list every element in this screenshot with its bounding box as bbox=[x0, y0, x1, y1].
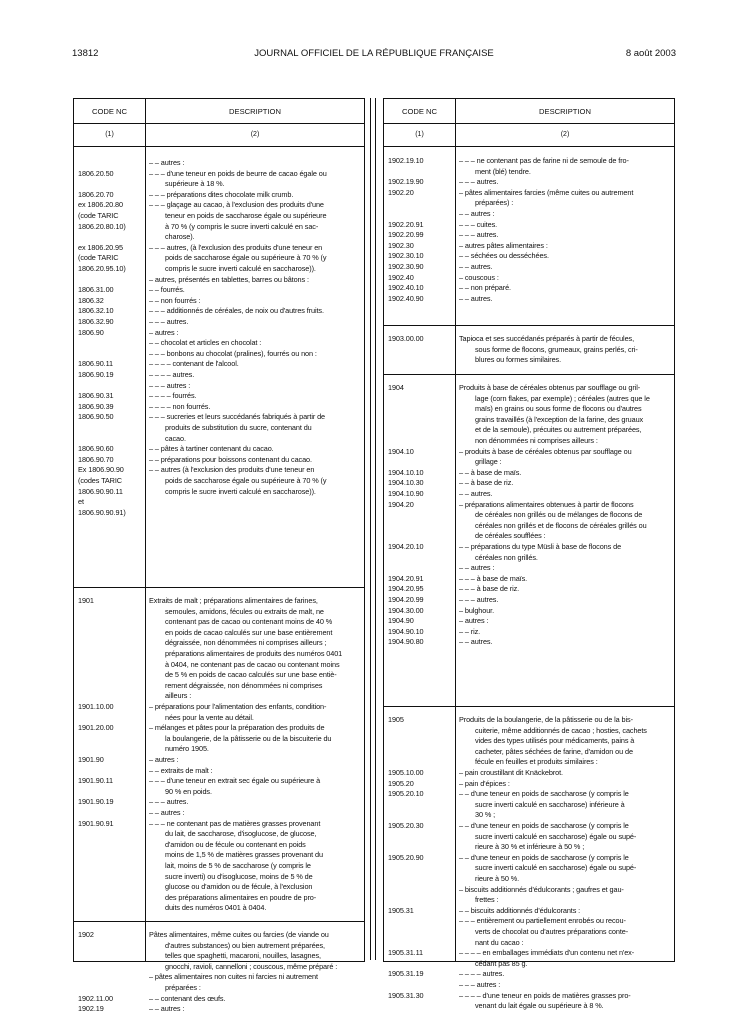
tariff-code: 1902.20 bbox=[388, 187, 414, 197]
tariff-description: – – fourrés. bbox=[149, 285, 185, 295]
tariff-description: – – non préparé. bbox=[459, 283, 511, 293]
tariff-description: rieure à 50 %. bbox=[475, 874, 520, 883]
tariff-description: – – – – fourrés. bbox=[149, 391, 197, 401]
tariff-description: telles que spaghetti, macaroni, nouilles, lasagnes, bbox=[165, 951, 321, 961]
tariff-description: nées pour la vente au détail. bbox=[165, 712, 254, 722]
tariff-description: – – – à base de maïs. bbox=[459, 573, 528, 583]
tariff-description: poids de saccharose égale ou supérieure à 70 % (y bbox=[165, 476, 327, 485]
tariff-description: – – d'une teneur en poids de saccharose (y compris le bbox=[459, 789, 629, 799]
tariff-code: 1902.20.91 bbox=[388, 219, 424, 229]
tariff-code: 1902.19.90 bbox=[388, 177, 424, 187]
tariff-description: préparations alimentaires de produits des numéros 0401 bbox=[165, 649, 343, 658]
tariff-description: – préparations pour l'alimentation des enfants, condition- bbox=[149, 702, 327, 711]
tariff-code: 1904 bbox=[388, 383, 404, 392]
header-description: DESCRIPTION bbox=[539, 107, 591, 116]
tariff-code: 1901.90.19 bbox=[78, 797, 114, 807]
tariff-description: – – – – d'une teneur en poids de matières grasses pro- bbox=[459, 990, 631, 1000]
page-header bbox=[0, 48, 748, 62]
tariff-description: – – – à base de riz. bbox=[459, 584, 520, 594]
tariff-description: – – autres : bbox=[149, 1004, 185, 1014]
tariff-description: contenant pas de cacao ou contenant moins de 40 % bbox=[165, 617, 333, 627]
tariff-code: 1904.30.00 bbox=[388, 605, 424, 615]
tariff-description: – pâtes alimentaires non cuites ni farcies ni autrement bbox=[149, 972, 318, 982]
tariff-description: compris le sucre inverti calculé en saccharose)). bbox=[165, 264, 316, 273]
tariff-description: cacheter, pâtes séchées de farine, d'amidon ou de bbox=[475, 746, 633, 756]
tariff-code: 1806.20.50 bbox=[78, 168, 114, 178]
tariff-code: ex 1806.20.80 bbox=[78, 200, 123, 210]
tariff-description: – – – autres : bbox=[149, 380, 191, 390]
tariff-description: blures ou formes similaires. bbox=[475, 355, 562, 365]
tariff-code: 1902.40 bbox=[388, 272, 414, 282]
tariff-description: – autres pâtes alimentaires : bbox=[459, 240, 548, 250]
tariff-description: – – – entièrement ou partiellement enrobés ou recou- bbox=[459, 916, 626, 926]
tariff-code: 1806.90.70 bbox=[78, 454, 114, 464]
tariff-description: – – non fourrés : bbox=[149, 295, 201, 305]
tariff-description: supérieure à 18 %. bbox=[165, 179, 225, 189]
tariff-code: 1901.10.00 bbox=[78, 702, 114, 711]
tariff-code: 1902.30 bbox=[388, 240, 414, 250]
tariff-description: céréales non grillés et de flocons de céréales grillés ou bbox=[475, 520, 647, 530]
tariff-description: – couscous : bbox=[459, 272, 499, 282]
header-description: DESCRIPTION bbox=[229, 107, 281, 116]
tariff-code: 1806.32.10 bbox=[78, 306, 114, 316]
tariff-code: et bbox=[78, 497, 84, 507]
tariff-description: cédant pas 85 g. bbox=[475, 958, 528, 968]
tariff-code: 1902.40.90 bbox=[388, 293, 424, 303]
tariff-code: 1904.90.10 bbox=[388, 626, 424, 636]
tariff-description: – – – autres. bbox=[459, 230, 499, 240]
tariff-code: 1806.20.80.10) bbox=[78, 221, 126, 231]
tariff-code: 1902.30.10 bbox=[388, 251, 424, 261]
table-header-row bbox=[384, 99, 674, 124]
group-separator bbox=[74, 921, 364, 922]
tariff-description: – autres : bbox=[459, 616, 489, 626]
tariff-description: – – – – autres. bbox=[459, 969, 505, 979]
tariff-description: – – – – contenant de l'alcool. bbox=[149, 359, 239, 369]
tariff-description: – – autres. bbox=[459, 489, 493, 498]
tariff-code: 1905.20.90 bbox=[388, 852, 424, 862]
tariff-description: – – – – non fourrés. bbox=[149, 401, 211, 411]
tariff-description: Tapioca et ses succédanés préparés à partir de fécules, bbox=[459, 334, 634, 343]
tariff-description: sucre inverti) ou d'isoglucose, moins de 5 % de bbox=[165, 871, 313, 881]
tariff-description: – – autres. bbox=[459, 262, 493, 271]
tariff-code: 1902.20.99 bbox=[388, 230, 424, 240]
publication-date: 8 août 2003 bbox=[625, 48, 676, 59]
tariff-description: – pâtes alimentaires farcies (même cuites ou autrement bbox=[459, 187, 634, 197]
header-description-number: (2) bbox=[250, 131, 260, 138]
tariff-code: 1905.20.10 bbox=[388, 789, 424, 799]
tariff-description: – – préparations pour boissons contenant du cacao. bbox=[149, 454, 312, 464]
tariff-description: non dénommées ni comprises ailleurs : bbox=[475, 436, 598, 445]
tariff-code: 1806.90 bbox=[78, 327, 104, 337]
tariff-description: frettes : bbox=[475, 895, 499, 905]
tariff-description: – – – sucreries et leurs succédanés fabriqués à partir de bbox=[149, 412, 326, 422]
tariff-description: lage (corn flakes, par exemple) ; céréales (autres que le bbox=[475, 393, 650, 403]
tariff-description: – – – autres. bbox=[149, 317, 189, 326]
tariff-code: (code TARIC bbox=[78, 253, 119, 263]
tariff-code: 1806.90.60 bbox=[78, 444, 114, 454]
table-subheader-row bbox=[384, 124, 674, 147]
tariff-description: compris le sucre inverti calculé en saccharose)). bbox=[165, 486, 316, 496]
tariff-code: 1904.10.10 bbox=[388, 467, 424, 477]
tariff-description: – mélanges et pâtes pour la préparation des produits de bbox=[149, 723, 325, 733]
tariff-description: numéro 1905. bbox=[165, 744, 209, 754]
tariff-description: moins de 1,5 % de matières grasses provenant du bbox=[165, 850, 323, 860]
tariff-code: 1905.20.30 bbox=[388, 821, 424, 830]
tariff-code: 1806.32 bbox=[78, 295, 104, 305]
tariff-description: – – à base de maïs. bbox=[459, 467, 522, 477]
tariff-description: verts de chocolat ou d'autres préparations conte- bbox=[475, 927, 629, 936]
tariff-code: 1904.90.80 bbox=[388, 637, 424, 647]
tariff-description: 90 % en poids. bbox=[165, 786, 212, 796]
tariff-code: 1806.31.00 bbox=[78, 285, 114, 295]
tariff-description: sucre inverti calculé en saccharose) égale ou supé- bbox=[475, 831, 637, 841]
tariff-code: 1902.19 bbox=[78, 1004, 104, 1014]
tariff-description: duits des numéros 0401 à 0404. bbox=[165, 903, 267, 913]
tariff-description: lait, moins de 5 % de saccharose (y compris le bbox=[165, 861, 311, 870]
tariff-code: 1806.32.90 bbox=[78, 317, 114, 326]
tariff-description: poids de saccharose égale ou supérieure à 70 % (y bbox=[165, 253, 327, 263]
tariff-description: cacao. bbox=[165, 433, 186, 443]
group-separator bbox=[74, 587, 364, 588]
tariff-description: – – – ne contenant pas de matières grasses provenant bbox=[149, 818, 321, 828]
tariff-description: – – autres : bbox=[459, 563, 495, 573]
tariff-code: 1806.90.31 bbox=[78, 391, 114, 401]
tariff-description: – – – autres. bbox=[459, 177, 499, 187]
header-description-number: (2) bbox=[560, 131, 570, 138]
tariff-description: – – biscuits additionnés d'édulcorants : bbox=[459, 905, 581, 915]
tariff-description: – – – d'une teneur en poids de beurre de cacao égale ou bbox=[149, 168, 327, 178]
tariff-description: semoules, amidons, fécules ou extraits de malt, ne bbox=[165, 606, 324, 616]
tariff-description: – – contenant des œufs. bbox=[149, 993, 226, 1003]
tariff-description: de céréales soufflées : bbox=[475, 531, 546, 541]
tariff-description: vides des types utilisés pour médicaments, pains à bbox=[475, 736, 635, 746]
tariff-code: 1901.90.11 bbox=[78, 776, 113, 786]
tariff-code: 1806.90.90.11 bbox=[78, 486, 123, 496]
tariff-description: – – – additionnés de céréales, de noix ou d'autres fruits. bbox=[149, 306, 324, 316]
tariff-description: – autres : bbox=[149, 755, 179, 764]
tariff-description: à 70 % (y compris le sucre inverti calculé en sac- bbox=[165, 221, 319, 231]
tariff-description: – – d'une teneur en poids de saccharose (y compris le bbox=[459, 852, 629, 862]
tariff-description: en poids de cacao calculés sur une base entièrement bbox=[165, 627, 333, 637]
header-code: CODE NC bbox=[91, 107, 128, 116]
tariff-description: ment (blé) tendre. bbox=[475, 166, 531, 176]
tariff-description: préparées : bbox=[165, 983, 201, 992]
tariff-description: – – – bonbons au chocolat (pralines), fourrés ou non : bbox=[149, 348, 317, 358]
tariff-description: – – autres. bbox=[459, 293, 493, 303]
tariff-description: préparées) : bbox=[475, 198, 514, 208]
tariff-description: sucre inverti calculé en saccharose) inférieure à bbox=[475, 799, 625, 809]
tariff-code: Ex 1806.90.90 bbox=[78, 465, 124, 475]
tariff-description: – – – autres : bbox=[459, 980, 501, 989]
table-body bbox=[384, 147, 674, 1011]
tariff-description: – pain d'épices : bbox=[459, 778, 510, 788]
tariff-description: charose). bbox=[165, 232, 195, 242]
tariff-code: 1904.90 bbox=[388, 616, 414, 626]
tariff-code: 1904.20.99 bbox=[388, 595, 424, 604]
tariff-description: – pain croustillant dit Knäckebrot. bbox=[459, 768, 563, 777]
tariff-code: 1903.00.00 bbox=[388, 334, 424, 343]
journal-title: JOURNAL OFFICIEL DE LA RÉPUBLIQUE FRANÇAISE bbox=[254, 48, 494, 59]
tariff-code: 1905 bbox=[388, 715, 404, 724]
tariff-description: maïs) en grains ou sous forme de flocons ou d'autres bbox=[475, 404, 642, 414]
tariff-code: (code TARIC bbox=[78, 211, 119, 220]
tariff-code: 1901 bbox=[78, 596, 94, 605]
tariff-code: 1904.20.91 bbox=[388, 573, 424, 583]
tariff-code: 1904.10 bbox=[388, 446, 414, 456]
tariff-description: – biscuits additionnés d'édulcorants ; gaufres et gau- bbox=[459, 884, 624, 894]
tariff-description: des préparations alimentaires en poudre de pro- bbox=[165, 892, 317, 902]
tariff-description: 30 % ; bbox=[475, 810, 496, 820]
tariff-code: 1806.90.50 bbox=[78, 412, 114, 422]
tariff-description: ailleurs : bbox=[165, 691, 192, 701]
tariff-description: Extraits de malt ; préparations alimentaires de farines, bbox=[149, 596, 318, 605]
header-code-number: (1) bbox=[415, 131, 424, 138]
tariff-description: – – pâtes à tartiner contenant du cacao. bbox=[149, 444, 274, 454]
table-body bbox=[74, 147, 364, 1014]
tariff-description: rieure à 30 % et inférieure à 50 % ; bbox=[475, 842, 585, 852]
tariff-description: – – à base de riz. bbox=[459, 478, 514, 488]
tariff-description: produits de substitution du sucre, contenant du bbox=[165, 423, 312, 432]
group-separator bbox=[384, 325, 674, 326]
tariff-description: – – autres (à l'exclusion des produits d'une teneur en bbox=[149, 465, 315, 475]
tariff-description: rement dégraissée, non dénommées ni comprises bbox=[165, 680, 323, 690]
tariff-description: la boulangerie, de la pâtisserie ou de la biscuiterie du bbox=[165, 733, 332, 743]
tariff-code: 1902.40.10 bbox=[388, 283, 424, 293]
tariff-code: 1806.20.95.10) bbox=[78, 264, 126, 273]
tariff-description: Pâtes alimentaires, même cuites ou farcies (de viande ou bbox=[149, 930, 329, 939]
group-separator bbox=[384, 374, 674, 375]
tariff-code: 1806.90.11 bbox=[78, 359, 113, 369]
tariff-description: de 5 % en poids de cacao calculés sur une base entiè- bbox=[165, 670, 337, 680]
tariff-description: – préparations alimentaires obtenues à partir de flocons bbox=[459, 499, 634, 509]
right-table bbox=[383, 98, 675, 1011]
tariff-code: 1806.20.70 bbox=[78, 189, 114, 199]
tariff-code: 1905.31 bbox=[388, 905, 414, 915]
tariff-description: – – autres : bbox=[459, 209, 495, 218]
tariff-description: teneur en poids de saccharose égale ou supérieure bbox=[165, 211, 327, 220]
header-code: CODE NC bbox=[401, 107, 438, 116]
tariff-description: et de la semoule), précuites ou autrement préparées, bbox=[475, 425, 642, 435]
tariff-description: – – – ne contenant pas de farine ni de semoule de fro- bbox=[459, 156, 629, 165]
tariff-description: de céréales non grillés ou de mélanges de flocons de bbox=[475, 510, 643, 520]
tariff-code: 1902.19.10 bbox=[388, 156, 424, 165]
tariff-description: – – autres : bbox=[149, 808, 185, 817]
tariff-description: – – – autres. bbox=[459, 595, 499, 604]
header-code-number: (1) bbox=[105, 131, 114, 138]
tariff-description: grains travaillés (à l'exception de la farine, des gruaux bbox=[475, 414, 644, 424]
tariff-code: 1905.20 bbox=[388, 778, 414, 788]
left-table bbox=[73, 98, 365, 1014]
tariff-code: 1905.31.30 bbox=[388, 990, 424, 1000]
tariff-description: – – – autres. bbox=[149, 797, 189, 807]
tariff-description: Produits de la boulangerie, de la pâtisserie ou de la bis- bbox=[459, 715, 633, 724]
tariff-description: – – – – autres. bbox=[149, 370, 195, 379]
tariff-description: – – préparations du type Müsli à base de flocons de bbox=[459, 542, 622, 551]
tariff-description: sous forme de flocons, grumeaux, grains perlés, cri- bbox=[475, 344, 638, 354]
tariff-code: (codes TARIC bbox=[78, 476, 122, 485]
tariff-description: – – riz. bbox=[459, 626, 481, 636]
tariff-description: – bulghour. bbox=[459, 605, 495, 615]
tariff-description: du lait, de saccharose, d'isoglucose, de glucose, bbox=[165, 829, 317, 839]
tariff-description: – – extraits de malt : bbox=[149, 765, 213, 775]
tariff-code: 1905.31.11 bbox=[388, 948, 423, 958]
tariff-description: glucose ou d'amidon ou de fécule, à l'exclusion bbox=[165, 882, 313, 892]
tariff-code: 1904.20.10 bbox=[388, 542, 424, 551]
tariff-description: – – chocolat et articles en chocolat : bbox=[149, 338, 262, 348]
tariff-code: 1904.20.95 bbox=[388, 584, 424, 594]
tariff-description: – – autres : bbox=[149, 158, 185, 167]
tariff-description: – – – – en emballages immédiats d'un contenu net n'ex- bbox=[459, 948, 635, 958]
tariff-code: 1806.90.39 bbox=[78, 401, 114, 411]
tariff-code: 1901.90.91 bbox=[78, 818, 114, 828]
table-header-row bbox=[74, 99, 364, 124]
tariff-description: – produits à base de céréales obtenus par soufflage ou bbox=[459, 446, 632, 456]
tariff-description: grillage : bbox=[475, 457, 502, 467]
tariff-code: 1902.30.90 bbox=[388, 262, 424, 271]
tariff-description: cuiterie, même additionnés de cacao ; hosties, cachets bbox=[475, 725, 647, 735]
tariff-description: Produits à base de céréales obtenus par soufflage ou gril- bbox=[459, 383, 641, 392]
tariff-description: – – d'une teneur en poids de saccharose (y compris le bbox=[459, 821, 629, 830]
tariff-description: venant du lait égale ou supérieure à 8 %. bbox=[475, 1001, 604, 1011]
tariff-description: – – – cuites. bbox=[459, 219, 498, 229]
tariff-code: 1905.31.19 bbox=[388, 969, 424, 979]
table-subheader-row bbox=[74, 124, 364, 147]
tariff-description: sucre inverti calculé en saccharose) égale ou supé- bbox=[475, 863, 637, 873]
tariff-description: d'autres substances) ou bien autrement préparées, bbox=[165, 940, 325, 950]
tariff-code: 1904.20 bbox=[388, 499, 414, 509]
tariff-description: céréales non grillés. bbox=[475, 552, 538, 562]
tariff-description: – autres : bbox=[149, 327, 179, 337]
tariff-description: fécule en feuilles et produits similaires : bbox=[475, 757, 598, 767]
tariff-description: – – séchées ou desséchées. bbox=[459, 251, 549, 261]
page-number: 13812 bbox=[72, 48, 99, 59]
column-gutter bbox=[370, 98, 376, 960]
tariff-code: 1904.10.90 bbox=[388, 489, 424, 498]
tariff-code: 1901.90 bbox=[78, 755, 104, 764]
tariff-code: 1901.20.00 bbox=[78, 723, 114, 733]
tariff-description: à 0404, ne contenant pas de cacao ou contenant moins bbox=[165, 659, 340, 669]
tariff-description: – – – autres, (à l'exclusion des produits d'une teneur en bbox=[149, 242, 323, 252]
tariff-description: – – – glaçage au cacao, à l'exclusion des produits d'une bbox=[149, 200, 324, 210]
tariff-description: – – autres. bbox=[459, 637, 493, 647]
tariff-description: nant du cacao : bbox=[475, 937, 524, 947]
tariff-description: gnocchi, ravioli, cannelloni ; couscous, même préparé : bbox=[165, 961, 338, 971]
tariff-description: d'amidon ou de fécule ou contenant en poids bbox=[165, 839, 306, 849]
tariff-code: 1904.10.30 bbox=[388, 478, 424, 488]
tariff-code: 1905.10.00 bbox=[388, 768, 424, 777]
tariff-code: ex 1806.20.95 bbox=[78, 242, 123, 252]
tariff-description: – – – d'une teneur en extrait sec égale ou supérieure à bbox=[149, 776, 321, 786]
tariff-code: 1806.90.19 bbox=[78, 370, 114, 379]
tariff-code: 1806.90.90.91) bbox=[78, 507, 126, 517]
tariff-description: dégraissée, non dénommées ni comprises ailleurs ; bbox=[165, 638, 327, 648]
tariff-description: – – – préparations dites chocolate milk crumb. bbox=[149, 189, 294, 199]
tariff-code: 1902.11.00 bbox=[78, 993, 113, 1003]
tariff-description: – autres, présentés en tablettes, barres ou bâtons : bbox=[149, 274, 309, 284]
tariff-code: 1902 bbox=[78, 930, 94, 939]
group-separator bbox=[384, 706, 674, 707]
